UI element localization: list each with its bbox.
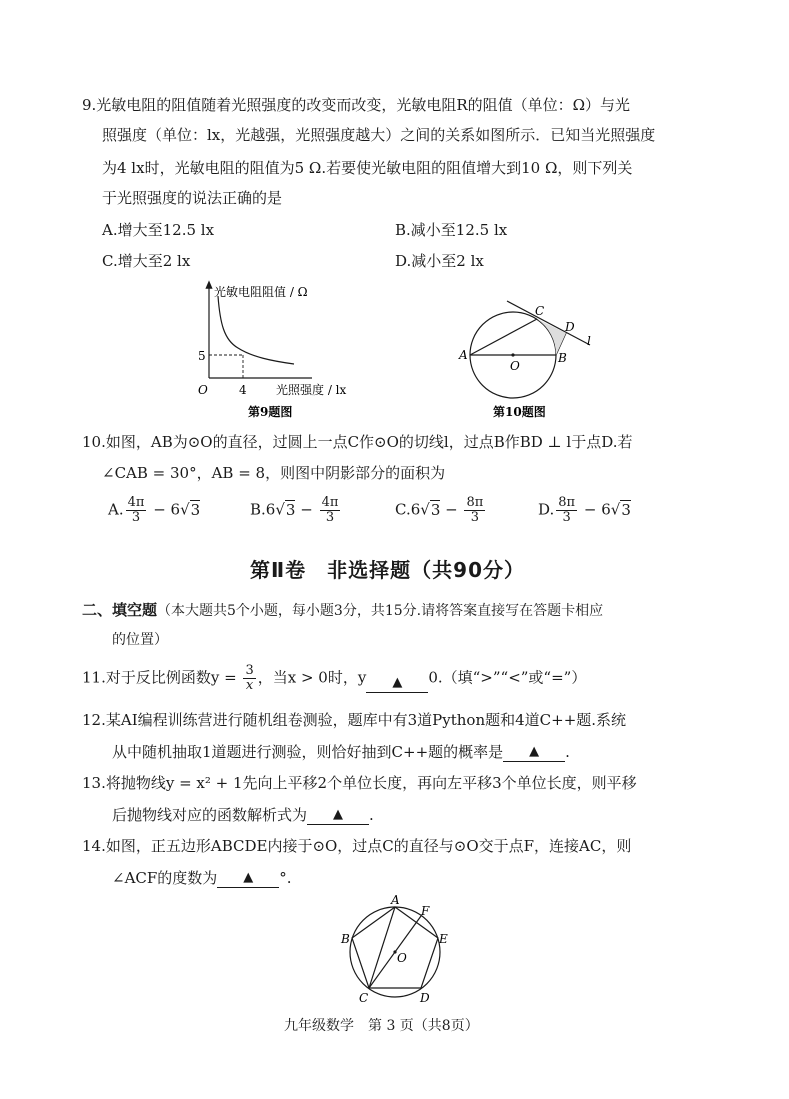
q11-answer-blank[interactable]: ▲ xyxy=(366,676,428,693)
figure-14 xyxy=(335,895,455,1010)
q13-line2: 后抛物线对应的函数解析式为 ▲ . xyxy=(112,806,374,824)
label-c: C xyxy=(535,304,545,318)
label-d: D xyxy=(565,320,575,334)
figure-10 xyxy=(455,295,605,423)
label-b: B xyxy=(558,351,567,365)
fill-section-heading: 二、填空题（本大题共5个小题，每小题3分，共15分.请将答案直接写在答题卡相应 xyxy=(82,601,604,619)
label-o: O xyxy=(397,951,407,965)
q10-option-d: D. $\frac{8\pi}{3}$ − 6√3 xyxy=(538,495,631,525)
q10-line1: 10.如图，AB为⊙O的直径，过圆上一点C作⊙O的切线l，过点B作BD ⊥ l于点D.若 xyxy=(82,433,633,451)
q11: 11.对于反比例函数y = $\frac{3}{x}$ ，当x > 0时，y ▲ 0.（填“>”“<”或“=”） xyxy=(82,663,587,693)
q13-answer-blank[interactable]: ▲ xyxy=(307,808,369,825)
label-c: C xyxy=(359,991,369,1005)
q9-line1: 9.光敏电阻的阻值随着光照强度的改变而改变，光敏电阻R的阻值（单位：Ω）与光 xyxy=(82,96,631,114)
q13-line1: 13.将抛物线y = x² + 1先向上平移2个单位长度，再向左平移3个单位长度，则平移 xyxy=(82,774,637,792)
q14-answer-blank[interactable]: ▲ xyxy=(217,871,279,888)
section-title: 第Ⅱ卷 非选择题（共90分） xyxy=(250,558,526,582)
x-axis-label: 光照强度 / lx xyxy=(276,383,347,397)
q9-line3: 为4 lx时，光敏电阻的阻值为5 Ω.若要使光敏电阻的阻值增大到10 Ω，则下列关 xyxy=(102,159,633,177)
q9-line2: 照强度（单位：lx，光越强，光照强度越大）之间的关系如图所示．已知当光照强度 xyxy=(102,126,656,144)
q9-option-d: D.减小至2 lx xyxy=(395,252,484,270)
segment-ac xyxy=(369,907,395,988)
q10-option-b: B.6√3 − $\frac{4\pi}{3}$ xyxy=(250,495,339,525)
y-axis-label: 光敏电阻阻值 / Ω xyxy=(214,285,308,299)
q9-line4: 于光照强度的说法正确的是 xyxy=(102,189,283,207)
q9-option-c: C.增大至2 lx xyxy=(102,252,191,270)
chord-ac xyxy=(470,319,537,355)
x-tick-label: 4 xyxy=(239,383,247,397)
label-f: F xyxy=(421,904,430,918)
y-tick-label: 5 xyxy=(198,349,206,363)
q10-line2: ∠CAB = 30°，AB = 8，则图中阴影部分的面积为 xyxy=(102,464,446,482)
q12-answer-blank[interactable]: ▲ xyxy=(503,745,565,762)
q14-line2: ∠ACF的度数为 ▲ °. xyxy=(112,869,292,887)
label-d: D xyxy=(420,991,430,1005)
q10-option-c: C.6√3 − $\frac{8\pi}{3}$ xyxy=(395,495,484,525)
hyperbola-curve xyxy=(218,296,294,364)
label-b: B xyxy=(341,932,350,946)
label-a: A xyxy=(459,348,468,362)
q14-line1: 14.如图，正五边形ABCDE内接于⊙O，过点C的直径与⊙O交于点F，连接AC，则 xyxy=(82,837,632,855)
figure-10-caption: 第10题图 xyxy=(493,405,546,419)
figure-9 xyxy=(190,278,375,423)
label-a: A xyxy=(391,895,400,907)
figure-9-caption: 第9题图 xyxy=(248,405,293,419)
q9-option-b: B.减小至12.5 lx xyxy=(395,221,508,239)
q12-line1: 12.某AI编程训练营进行随机组卷测验，题库中有3道Python题和4道C++题.系统 xyxy=(82,711,627,729)
page-footer: 九年级数学 第 3 页（共8页） xyxy=(284,1018,479,1034)
label-e: E xyxy=(439,932,448,946)
q9-option-a: A.增大至12.5 lx xyxy=(102,221,215,239)
q12-line2: 从中随机抽取1道题进行测验，则恰好抽到C++题的概率是 ▲ . xyxy=(112,743,570,761)
q10-option-a: A. $\frac{4\pi}{3}$ − 6√3 xyxy=(108,495,201,525)
origin-label: O xyxy=(198,383,208,397)
label-l: l xyxy=(587,334,591,348)
tangent-l xyxy=(507,301,590,345)
fill-section-desc: 的位置） xyxy=(112,632,168,648)
label-o: O xyxy=(510,359,520,373)
